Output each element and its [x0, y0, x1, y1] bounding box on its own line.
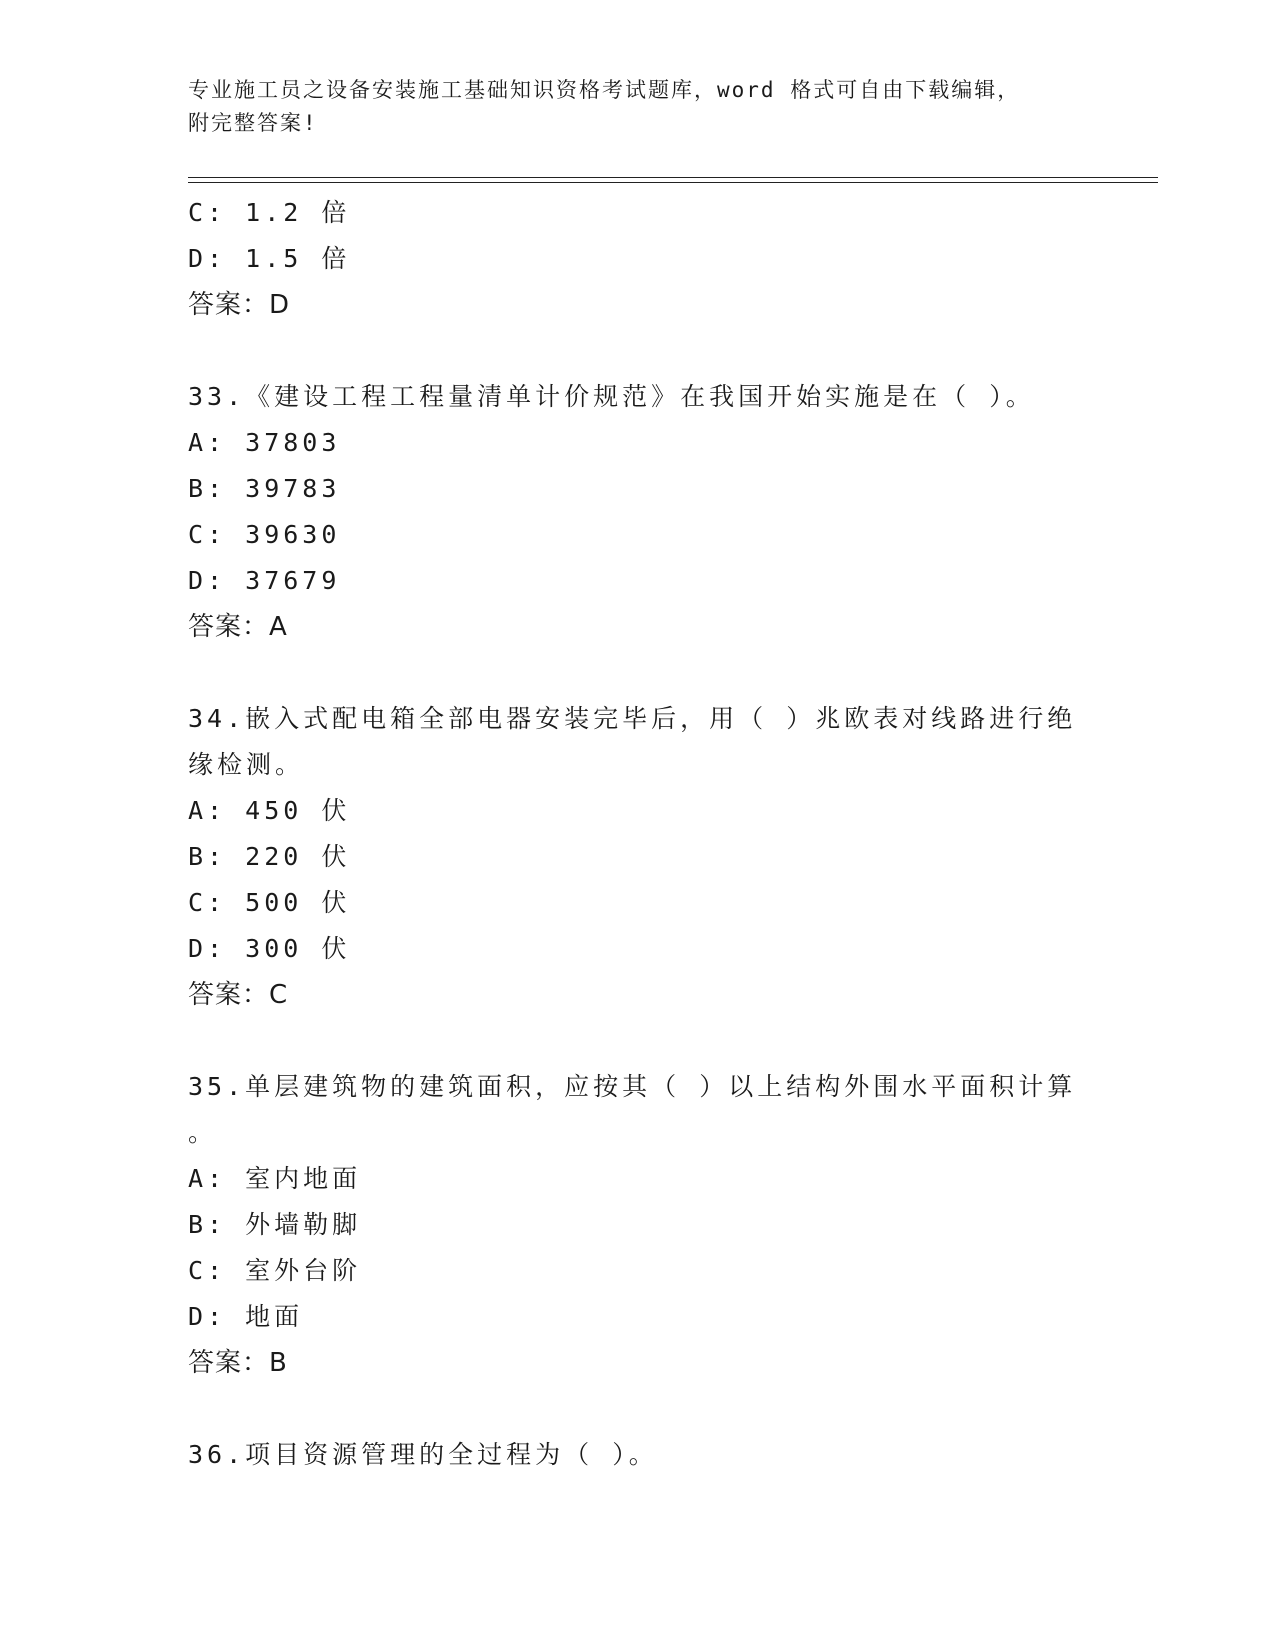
header-title-line-1: 专业施工员之设备安装施工基础知识资格考试题库，word 格式可自由下载编辑，	[188, 78, 1021, 102]
question-35	[188, 1064, 1088, 1386]
header-title-line-2: 附完整答案!	[188, 111, 318, 135]
answer-line: 答案：C	[188, 980, 289, 1010]
question-33	[188, 374, 1088, 650]
option-c: C: 1.2 倍	[188, 198, 351, 227]
option-b: B: 39783	[188, 474, 341, 503]
spacer	[188, 1018, 1088, 1064]
question-36	[188, 1432, 1088, 1478]
option-a: A: 450 伏	[188, 796, 351, 825]
question-stem-continued: 。	[188, 1118, 218, 1147]
option-c: C: 室外台阶	[188, 1256, 362, 1285]
document-header	[188, 74, 1088, 140]
answer-line: 答案：D	[188, 290, 291, 320]
option-a: A: 室内地面	[188, 1164, 362, 1193]
spacer	[188, 650, 1088, 696]
option-d: D: 37679	[188, 566, 341, 595]
header-divider-top	[188, 177, 1158, 178]
question-stem: 33.《建设工程工程量清单计价规范》在我国开始实施是在（ ）。	[188, 382, 1035, 411]
spacer	[188, 328, 1088, 374]
spacer	[188, 1386, 1088, 1432]
question-stem: 36.项目资源管理的全过程为（ ）。	[188, 1440, 658, 1469]
question-list	[188, 190, 1088, 1478]
option-c: C: 39630	[188, 520, 341, 549]
question-stem: 34.嵌入式配电箱全部电器安装完毕后，用（ ）兆欧表对线路进行绝	[188, 704, 1077, 733]
question-stem-continued: 缘检测。	[188, 750, 305, 779]
answer-line: 答案：A	[188, 612, 288, 642]
header-divider-bottom	[188, 182, 1158, 183]
option-d: D: 300 伏	[188, 934, 351, 963]
option-d: D: 1.5 倍	[188, 244, 351, 273]
option-a: A: 37803	[188, 428, 341, 457]
question-stem: 35.单层建筑物的建筑面积，应按其（ ）以上结构外围水平面积计算	[188, 1072, 1077, 1101]
option-b: B: 220 伏	[188, 842, 351, 871]
question-34	[188, 696, 1088, 1018]
option-b: B: 外墙勒脚	[188, 1210, 362, 1239]
answer-line: 答案：B	[188, 1348, 288, 1378]
option-d: D: 地面	[188, 1302, 304, 1331]
option-c: C: 500 伏	[188, 888, 351, 917]
question-32-tail	[188, 190, 1088, 328]
